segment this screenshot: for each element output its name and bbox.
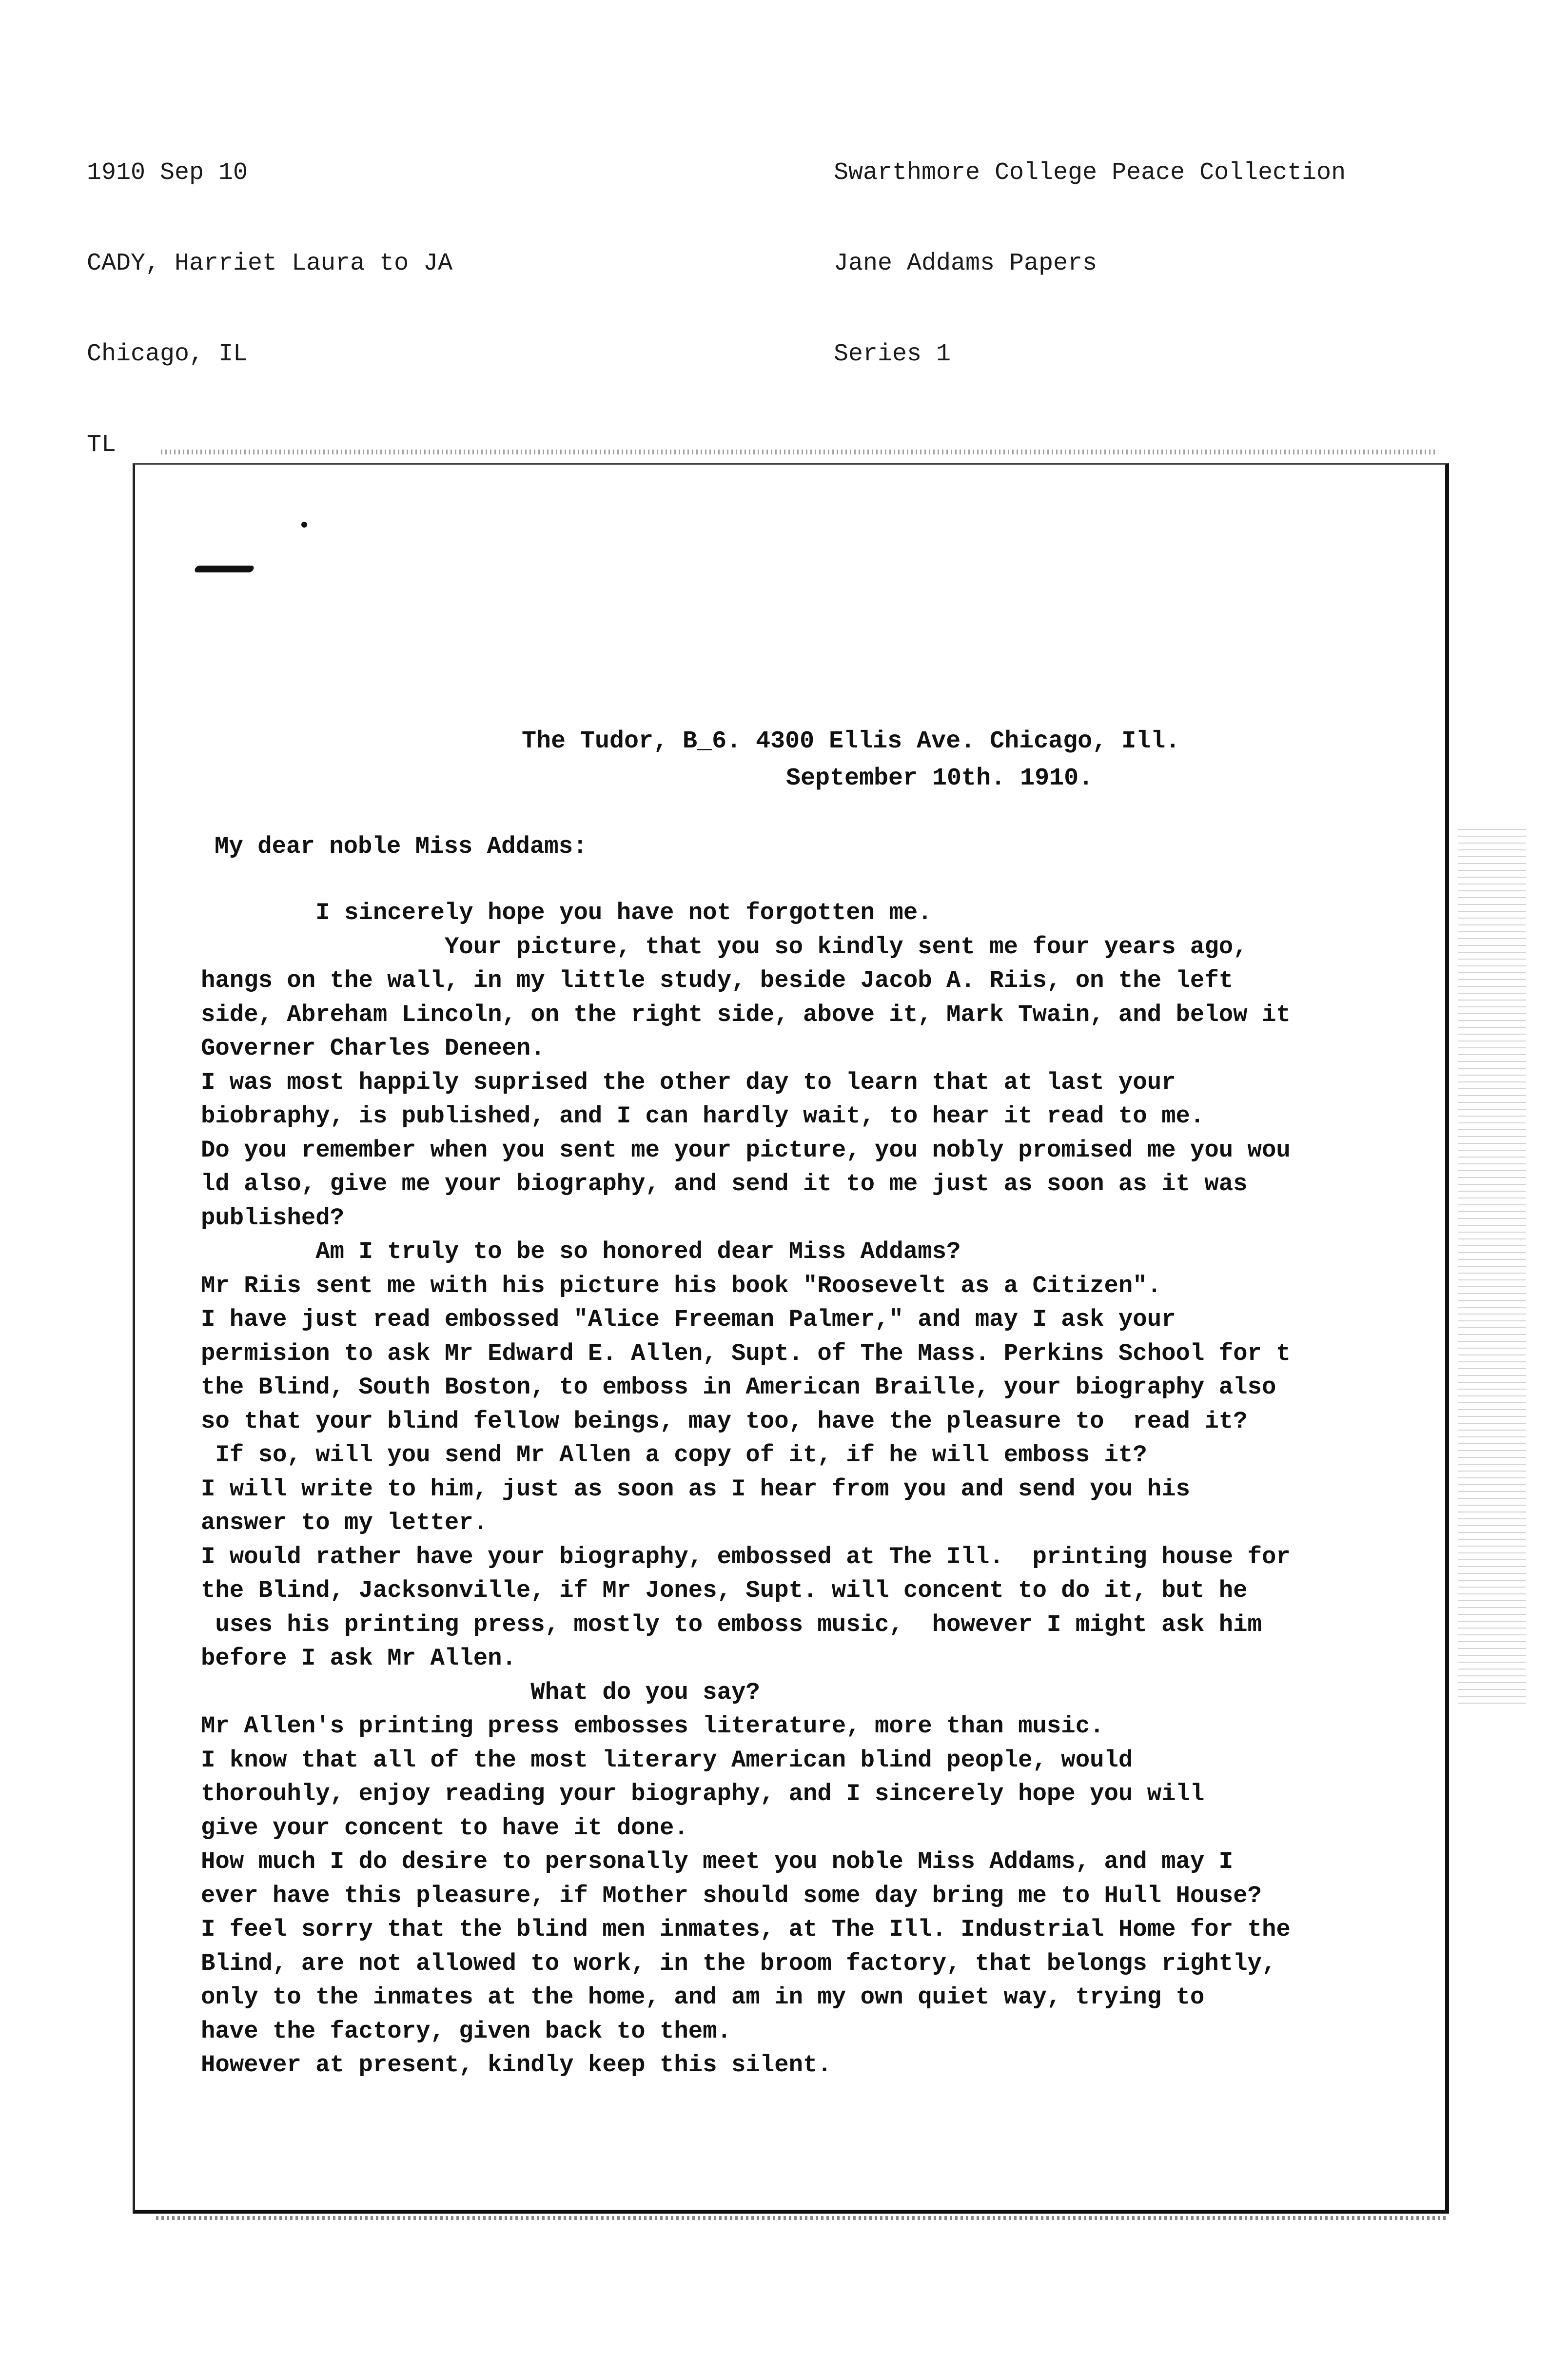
body-line: hangs on the wall, in my little study, beside Jacob A. Riis, on the left <box>201 967 1234 994</box>
body-line: I would rather have your biography, embossed at The Ill. printing house for <box>201 1543 1291 1571</box>
body-line: I sincerely hope you have not forgotten me. <box>201 899 932 926</box>
body-line: the Blind, Jacksonville, if Mr Jones, Supt. will concent to do it, but he <box>201 1577 1248 1604</box>
body-line: I have just read embossed "Alice Freeman Palmer," and may I ask your <box>201 1306 1176 1333</box>
body-line: If so, will you send Mr Allen a copy of it, if he will emboss it? <box>201 1441 1147 1469</box>
meta-place: Chicago, IL <box>87 340 248 368</box>
body-line: give your concent to have it done. <box>201 1814 688 1842</box>
body-line: I will write to him, just as soon as I hear from you and send you his <box>201 1475 1190 1503</box>
body-line: so that your blind fellow beings, may too, have the pleasure to read it? <box>201 1407 1248 1435</box>
letter-body <box>201 896 1439 2082</box>
scan-right-noise <box>1458 829 1526 1707</box>
body-line: I know that all of the most literary American blind people, would <box>201 1746 1133 1774</box>
body-line: permision to ask Mr Edward E. Allen, Supt. of The Mass. Perkins School for t <box>201 1339 1291 1367</box>
body-line: Do you remember when you sent me your picture, you nobly promised me you wou <box>201 1136 1291 1164</box>
body-line: answer to my letter. <box>201 1509 488 1536</box>
body-line: before I ask Mr Allen. <box>201 1645 516 1672</box>
ink-mark <box>194 566 255 572</box>
body-line: Governer Charles Deneen. <box>201 1035 545 1062</box>
meta-type: TL <box>87 431 117 459</box>
body-line: side, Abreham Lincoln, on the right side, above it, Mark Twain, and below it <box>201 1001 1291 1028</box>
meta-correspondents: CADY, Harriet Laura to JA <box>87 250 453 277</box>
meta-papers: Jane Addams Papers <box>834 250 1098 277</box>
body-line: ever have this pleasure, if Mother should some day bring me to Hull House? <box>201 1882 1262 1909</box>
body-line: only to the inmates at the home, and am in my own quiet way, trying to <box>201 1983 1205 2011</box>
meta-series: Series 1 <box>834 340 951 368</box>
meta-collection: Swarthmore College Peace Collection <box>834 159 1346 187</box>
body-line: biobraphy, is published, and I can hardly wait, to hear it read to me. <box>201 1102 1205 1130</box>
body-line: thorouhly, enjoy reading your biography, and I sincerely hope you will <box>201 1780 1205 1807</box>
scan-bottom-edge <box>156 2216 1448 2220</box>
body-line: Mr Allen's printing press embosses literature, more than music. <box>201 1712 1104 1740</box>
letter-date: September 10th. 1910. <box>786 765 1094 792</box>
scan-top-edge <box>161 450 1438 454</box>
body-line: ld also, give me your biography, and send it to me just as soon as it was <box>201 1170 1248 1198</box>
body-line: What do you say? <box>201 1678 760 1706</box>
letter-address: The Tudor, B_6. 4300 Ellis Ave. Chicago, Ill. <box>522 727 1180 755</box>
ink-dot <box>301 522 307 528</box>
body-line: have the factory, given back to them. <box>201 2017 731 2045</box>
body-line: How much I do desire to personally meet you noble Miss Addams, and may I <box>201 1848 1234 1875</box>
body-line: I was most happily suprised the other day to learn that at last your <box>201 1068 1176 1096</box>
body-line: uses his printing press, mostly to emboss music, however I might ask him <box>201 1610 1262 1638</box>
letter-salutation: My dear noble Miss Addams: <box>215 833 588 860</box>
body-line: Mr Riis sent me with his picture his book "Roosevelt as a Citizen". <box>201 1272 1162 1299</box>
body-line: Your picture, that you so kindly sent me four years ago, <box>201 933 1248 961</box>
archive-meta-left <box>87 98 452 491</box>
meta-date: 1910 Sep 10 <box>87 159 248 187</box>
body-line: published? <box>201 1204 345 1232</box>
body-line: Am I truly to be so honored dear Miss Addams? <box>201 1238 961 1265</box>
body-line: I feel sorry that the blind men inmates, at The Ill. Industrial Home for the <box>201 1916 1291 1943</box>
body-line: Blind, are not allowed to work, in the broom factory, that belongs rightly, <box>201 1949 1276 1977</box>
body-line: the Blind, South Boston, to emboss in American Braille, your biography also <box>201 1374 1276 1401</box>
archive-meta-right <box>834 98 1346 400</box>
body-line: However at present, kindly keep this silent. <box>201 2051 832 2079</box>
